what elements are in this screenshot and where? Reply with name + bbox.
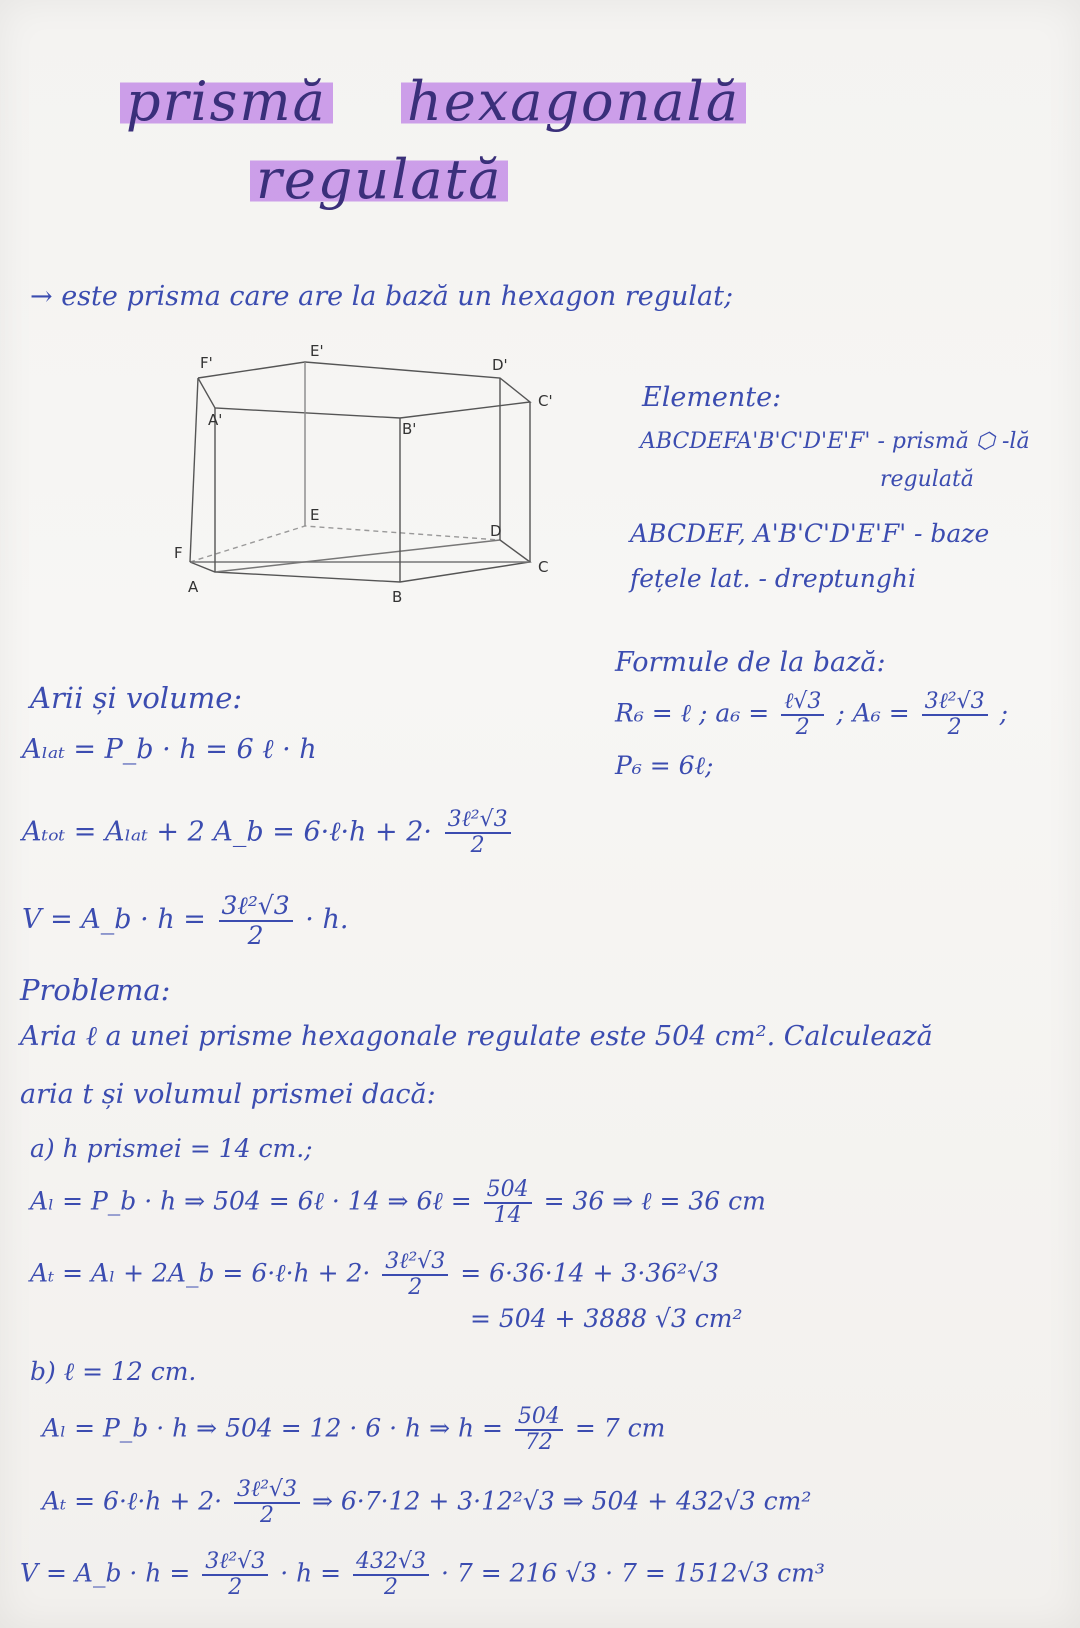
label-b1: B' [402,420,417,438]
part-a-lateral-fraction [484,1178,532,1228]
formula-atot-fraction [445,808,511,858]
part-b-lateral-num: 504 [515,1405,563,1431]
elements-line-1b: regulată [880,467,974,492]
part-b-total-num: 3ℓ²√3 [234,1478,300,1504]
part-a-total [30,1250,719,1300]
formula-r: R₆ = ℓ ; [615,698,708,728]
label-d: D [490,522,502,540]
part-b-lateral-lhs: Aₗ = P_b · h ⇒ 504 = 12 · 6 · h ⇒ h = [42,1413,503,1443]
part-b-volume-den-1: 2 [228,1575,243,1601]
problem-text-2: aria t și volumul prismei dacă: [20,1079,436,1110]
formula-area-fraction [922,690,988,740]
part-a-lateral-end: = 36 ⇒ ℓ = 36 cm [543,1186,766,1216]
part-b-lateral-den: 72 [524,1430,553,1456]
formula-a-num: ℓ√3 [781,690,824,716]
part-b-total [42,1478,811,1528]
part-a-lateral-num: 504 [484,1178,532,1204]
part-a-total-fraction [382,1250,448,1300]
part-a-total-num: 3ℓ²√3 [382,1250,448,1276]
formula-alat: Aₗₐₜ = P_b · h = 6 ℓ · h [22,734,317,765]
bottom-diagonal-ad [215,540,500,572]
bottom-base-edge [190,540,530,582]
part-b-total-fraction [234,1478,300,1528]
part-a-lateral-lhs: Aₗ = P_b · h ⇒ 504 = 6ℓ · 14 ⇒ 6ℓ = [30,1186,472,1216]
part-b-volume-den-2: 2 [384,1575,399,1601]
formula-v-num: 3ℓ²√3 [219,892,293,922]
label-d1: D' [492,356,508,374]
part-b-total-den: 2 [260,1503,275,1529]
title-line-2 [250,148,508,211]
formula-v-den: 2 [247,920,264,950]
formula-atot-lhs: Aₜₒₜ = Aₗₐₜ + 2 A_b = 6·ℓ·h + 2· [22,816,432,848]
part-a-total-end: = 6·36·14 + 3·36²√3 [460,1258,719,1288]
part-b-volume-lhs: V = A_b · h = [20,1558,191,1588]
title-word-prisma: prismă [120,70,333,133]
base-formulas-heading: Formule de la bază: [615,647,886,678]
formula-area-den: 2 [947,715,962,741]
edge-ff1 [190,378,198,562]
problem-text-1: Aria ℓ a unei prisme hexagonale regulate este 504 cm². Calculează [20,1021,933,1052]
part-b-volume [20,1550,825,1600]
part-b-lateral [42,1405,665,1455]
label-c: C [538,558,549,576]
areas-heading: Arii și volume: [30,681,243,715]
part-a-total-den: 2 [408,1275,423,1301]
part-b-volume-mid: · h = [280,1558,342,1588]
label-e1: E' [310,342,324,360]
formula-v-fraction [219,892,293,949]
hexagonal-prism-figure [170,340,590,610]
formula-a-fraction [781,690,824,740]
part-a-lateral [30,1178,766,1228]
formula-area-num: 3ℓ²√3 [922,690,988,716]
formula-area-lhs: ; A₆ = [836,698,910,728]
bottom-base-hidden-edge [190,526,500,562]
part-b-volume-fraction-2 [353,1550,429,1600]
label-e: E [310,506,320,524]
formula-area-end: ; [999,698,1009,728]
formula-a-den: 2 [795,715,810,741]
part-a-lateral-den: 14 [493,1203,522,1229]
title-word-hexagonala: hexagonală [401,70,746,133]
formula-volume [22,892,348,949]
formula-v-lhs: V = A_b · h = [22,904,206,935]
elements-line-3: fețele lat. - dreptunghi [630,564,916,593]
part-b-volume-end: · 7 = 216 √3 · 7 = 1512√3 cm³ [441,1558,825,1588]
formula-perimeter: P₆ = 6ℓ; [615,751,714,780]
formula-a-lhs: a₆ = [715,698,770,728]
formula-v-end: · h. [305,904,349,935]
label-f1: F' [200,354,213,372]
label-c1: C' [538,392,553,410]
label-f: F [174,544,183,562]
formula-atot-num: 3ℓ²√3 [445,808,511,834]
formula-atot [22,808,515,858]
part-b-volume-fraction-1 [202,1550,268,1600]
part-b-total-lhs: Aₜ = 6·ℓ·h + 2· [42,1486,223,1516]
title-line-1 [120,70,746,133]
part-b-condition: b) ℓ = 12 cm. [30,1357,197,1386]
label-a: A [188,578,199,596]
base-formulas-line-1 [615,690,1008,740]
part-b-volume-num-1: 3ℓ²√3 [202,1550,268,1576]
part-b-total-end: ⇒ 6·7·12 + 3·12²√3 ⇒ 504 + 432√3 cm² [311,1486,812,1516]
label-a1: A' [208,411,223,429]
part-b-lateral-end: = 7 cm [574,1413,666,1443]
elements-heading: Elemente: [642,382,782,413]
label-b: B [392,588,403,606]
part-b-volume-num-2: 432√3 [353,1550,429,1576]
part-a-total-result: = 504 + 3888 √3 cm² [470,1304,743,1333]
elements-line-1: ABCDEFA'B'C'D'E'F' - prismă ⬡ -lă [640,429,1030,454]
formula-atot-den: 2 [470,833,485,859]
title-word-regulata: regulată [250,148,508,211]
elements-line-2: ABCDEF, A'B'C'D'E'F' - baze [630,519,990,548]
top-base-edge [198,362,530,418]
part-b-lateral-fraction [515,1405,563,1455]
part-a-total-lhs: Aₜ = Aₗ + 2A_b = 6·ℓ·h + 2· [30,1258,371,1288]
definition-text: → este prisma care are la bază un hexagon regulat; [30,281,734,312]
part-a-condition: a) h prismei = 14 cm.; [30,1134,313,1163]
problem-heading: Problema: [20,973,171,1007]
